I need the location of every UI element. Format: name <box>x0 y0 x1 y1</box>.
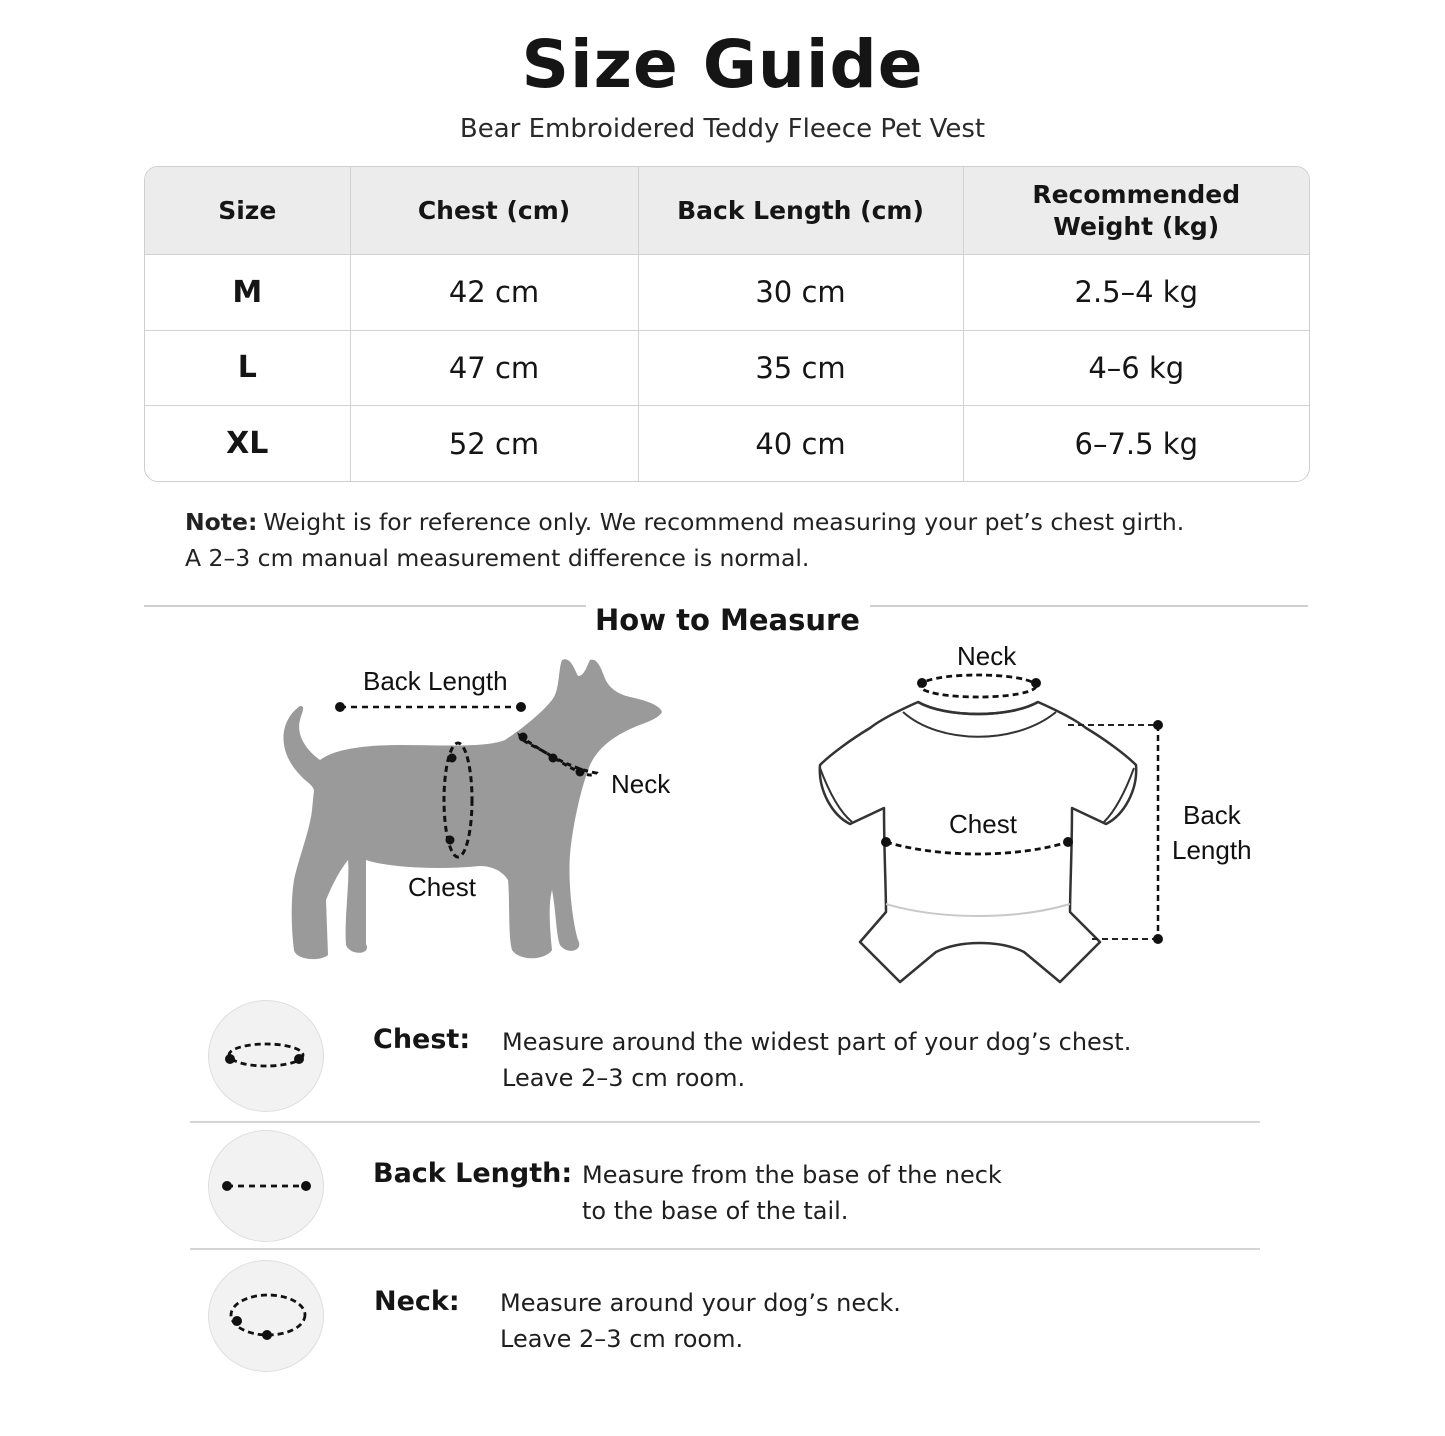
chest-dot <box>446 836 455 845</box>
instruction-text <box>500 1285 901 1357</box>
chest-cell: 42 cm <box>350 255 638 331</box>
size-cell: M <box>145 255 350 331</box>
dog-back-length-label: Back Length <box>363 666 508 696</box>
vest-chest-label: Chest <box>949 809 1017 839</box>
instruction-line: Leave 2–3 cm room. <box>500 1325 744 1353</box>
column-header-weight: Recommended Weight (kg) <box>963 167 1309 255</box>
weight-cell: 6–7.5 kg <box>1074 426 1198 461</box>
instruction-line: Measure around the widest part of your dog’s chest. <box>502 1028 1132 1056</box>
vest-neck-dot <box>917 678 927 688</box>
size-cell: XL <box>145 406 350 481</box>
neck-dot <box>519 733 528 742</box>
row-divider <box>190 1248 1260 1250</box>
instruction-label: Back Length: <box>373 1158 573 1189</box>
neck-loop-icon <box>208 1260 324 1372</box>
column-header-size: Size <box>145 167 350 255</box>
vest-neck-loop <box>920 675 1036 697</box>
vest-back-length-dot <box>1153 934 1163 944</box>
note-line-1: Weight is for reference only. We recommend measuring your pet’s chest girth. <box>263 508 1185 536</box>
how-to-measure-heading: How to Measure <box>595 603 860 637</box>
back-length-cell: 30 cm <box>638 255 963 331</box>
column-header-chest: Chest (cm) <box>350 167 638 255</box>
instruction-row-back-length <box>190 1128 1260 1248</box>
note-label: Note: <box>185 508 258 536</box>
vest-back-label: Back <box>1183 800 1241 830</box>
dog-chest-label: Chest <box>408 872 476 902</box>
vest-neck-dot <box>1031 678 1041 688</box>
product-subtitle: Bear Embroidered Teddy Fleece Pet Vest <box>459 114 986 144</box>
vest-length-label: Length <box>1172 835 1252 865</box>
weight-cell: 2.5–4 kg <box>963 255 1309 331</box>
chest-loop-icon <box>208 1000 324 1112</box>
instruction-line: Leave 2–3 cm room. <box>502 1064 746 1092</box>
vest-back-length-dot <box>1153 720 1163 730</box>
dog-neck-label: Neck <box>611 769 671 799</box>
back-length-cell: 40 cm <box>638 406 963 481</box>
column-header-back-length: Back Length (cm) <box>638 167 963 255</box>
row-divider <box>190 1121 1260 1123</box>
size-cell: L <box>145 330 350 406</box>
instruction-text <box>582 1157 1002 1229</box>
neck-dot <box>576 768 585 777</box>
chest-cell: 47 cm <box>350 330 638 406</box>
back-length-start-dot <box>335 702 345 712</box>
vest-chest-dot <box>881 837 891 847</box>
chest-cell: 52 cm <box>350 406 638 481</box>
instruction-line: to the base of the tail. <box>582 1197 849 1225</box>
instruction-label: Neck: <box>374 1286 460 1317</box>
instruction-text <box>502 1024 1131 1096</box>
vest-chest-dot <box>1063 837 1073 847</box>
neck-dot <box>549 754 558 763</box>
instruction-line: Measure around your dog’s neck. <box>500 1289 901 1317</box>
instruction-line: Measure from the base of the neck <box>582 1161 1002 1189</box>
vest-neck-label: Neck <box>957 641 1017 671</box>
chest-dot <box>448 754 457 763</box>
instruction-row-chest <box>190 998 1260 1118</box>
page-title: Size Guide <box>521 26 924 103</box>
instruction-label: Chest: <box>373 1024 471 1055</box>
vest-outline-icon <box>820 702 1136 982</box>
back-length-cell: 35 cm <box>638 330 963 406</box>
back-length-line-icon <box>208 1130 324 1242</box>
note-line-2: A 2–3 cm manual measurement difference is normal. <box>185 544 810 572</box>
weight-cell: 4–6 kg <box>963 330 1309 406</box>
back-length-end-dot <box>516 702 526 712</box>
instruction-row-neck <box>190 1258 1260 1378</box>
